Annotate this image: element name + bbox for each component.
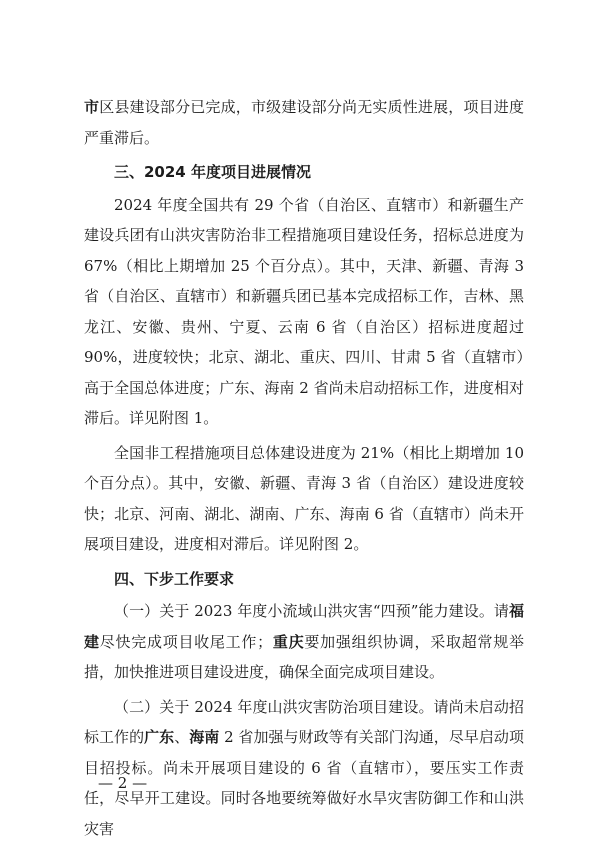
bold-term: 海南 [189, 728, 220, 746]
paragraph-construction-progress: 全国非工程措施项目总体建设进度为 21%（相比上期增加 10 个百分点）。其中，安徽、新疆、青海 3 省（自治区）建设进度较快；北京、河南、湖北、湖南、广东、海南 6 省（直辖市）尚未开展项目建设，进度相对滞后。详见附图 2。 [84, 443, 524, 553]
bold-term: 福建 [84, 602, 524, 651]
paragraph-tender-progress: 2024 年度全国共有 29 个省（自治区、直辖市）和新疆生产建设兵团有山洪灾害防治非工程措施项目建设任务，招标总进度为 67%（相比上期增加 25 个百分点）。其中，天津、新疆、青海 3 省（自治区、直辖市）和新疆兵团已基本完成招标工作，吉林、黑龙江、安徽、贵州、宁夏、云南 6 省（自治区）招标进度超过 90%，进度较快；北京、湖北、重庆、四川、甘肃 5 省（直辖市）高于全国总体进度；广东、海南 2 省尚未启动招标工作，进度相对滞后。详见附图 1。 [84, 195, 524, 427]
section-heading-3: 三、2024 年度项目进展情况 [114, 163, 311, 181]
document-body [84, 92, 524, 848]
paragraph-continuation [84, 92, 524, 153]
paragraph-text: 尽快完成项目收尾工作； [99, 632, 273, 651]
page-number: — 2 — [98, 774, 148, 792]
section-heading-4: 四、下步工作要求 [114, 569, 235, 588]
paragraph-text: （一）关于 2023 年度小流域山洪灾害“四预”能力建设。请 [114, 602, 509, 620]
bold-term: 重庆 [272, 632, 305, 651]
paragraph-text: 2 省加强与财政等有关部门沟通，尽早启动项目招投标。尚未开展项目建设的 6 省（直辖市），要压实工作责任，尽早开工建设。同时各地要统筹做好水旱灾害防御工作和山洪灾害 [84, 728, 524, 838]
paragraph-requirement-1 [84, 596, 524, 688]
paragraph-text: 、 [174, 728, 190, 746]
paragraph-text: 区县建设部分已完成，市级建设部分尚无实质性进展，项目进度严重滞后。 [84, 98, 524, 147]
bold-term: 市 [84, 98, 100, 116]
paragraph-text: 要加强组织协调，采取超常规举措，加快推进项目建设进度，确保全面完成项目建设。 [84, 632, 524, 681]
paragraph-requirement-2 [84, 692, 524, 845]
bold-term: 广东 [144, 728, 175, 746]
paragraph-text: （二）关于 2024 年度山洪灾害防治项目建设。请尚未启动招标工作的 [84, 697, 524, 746]
